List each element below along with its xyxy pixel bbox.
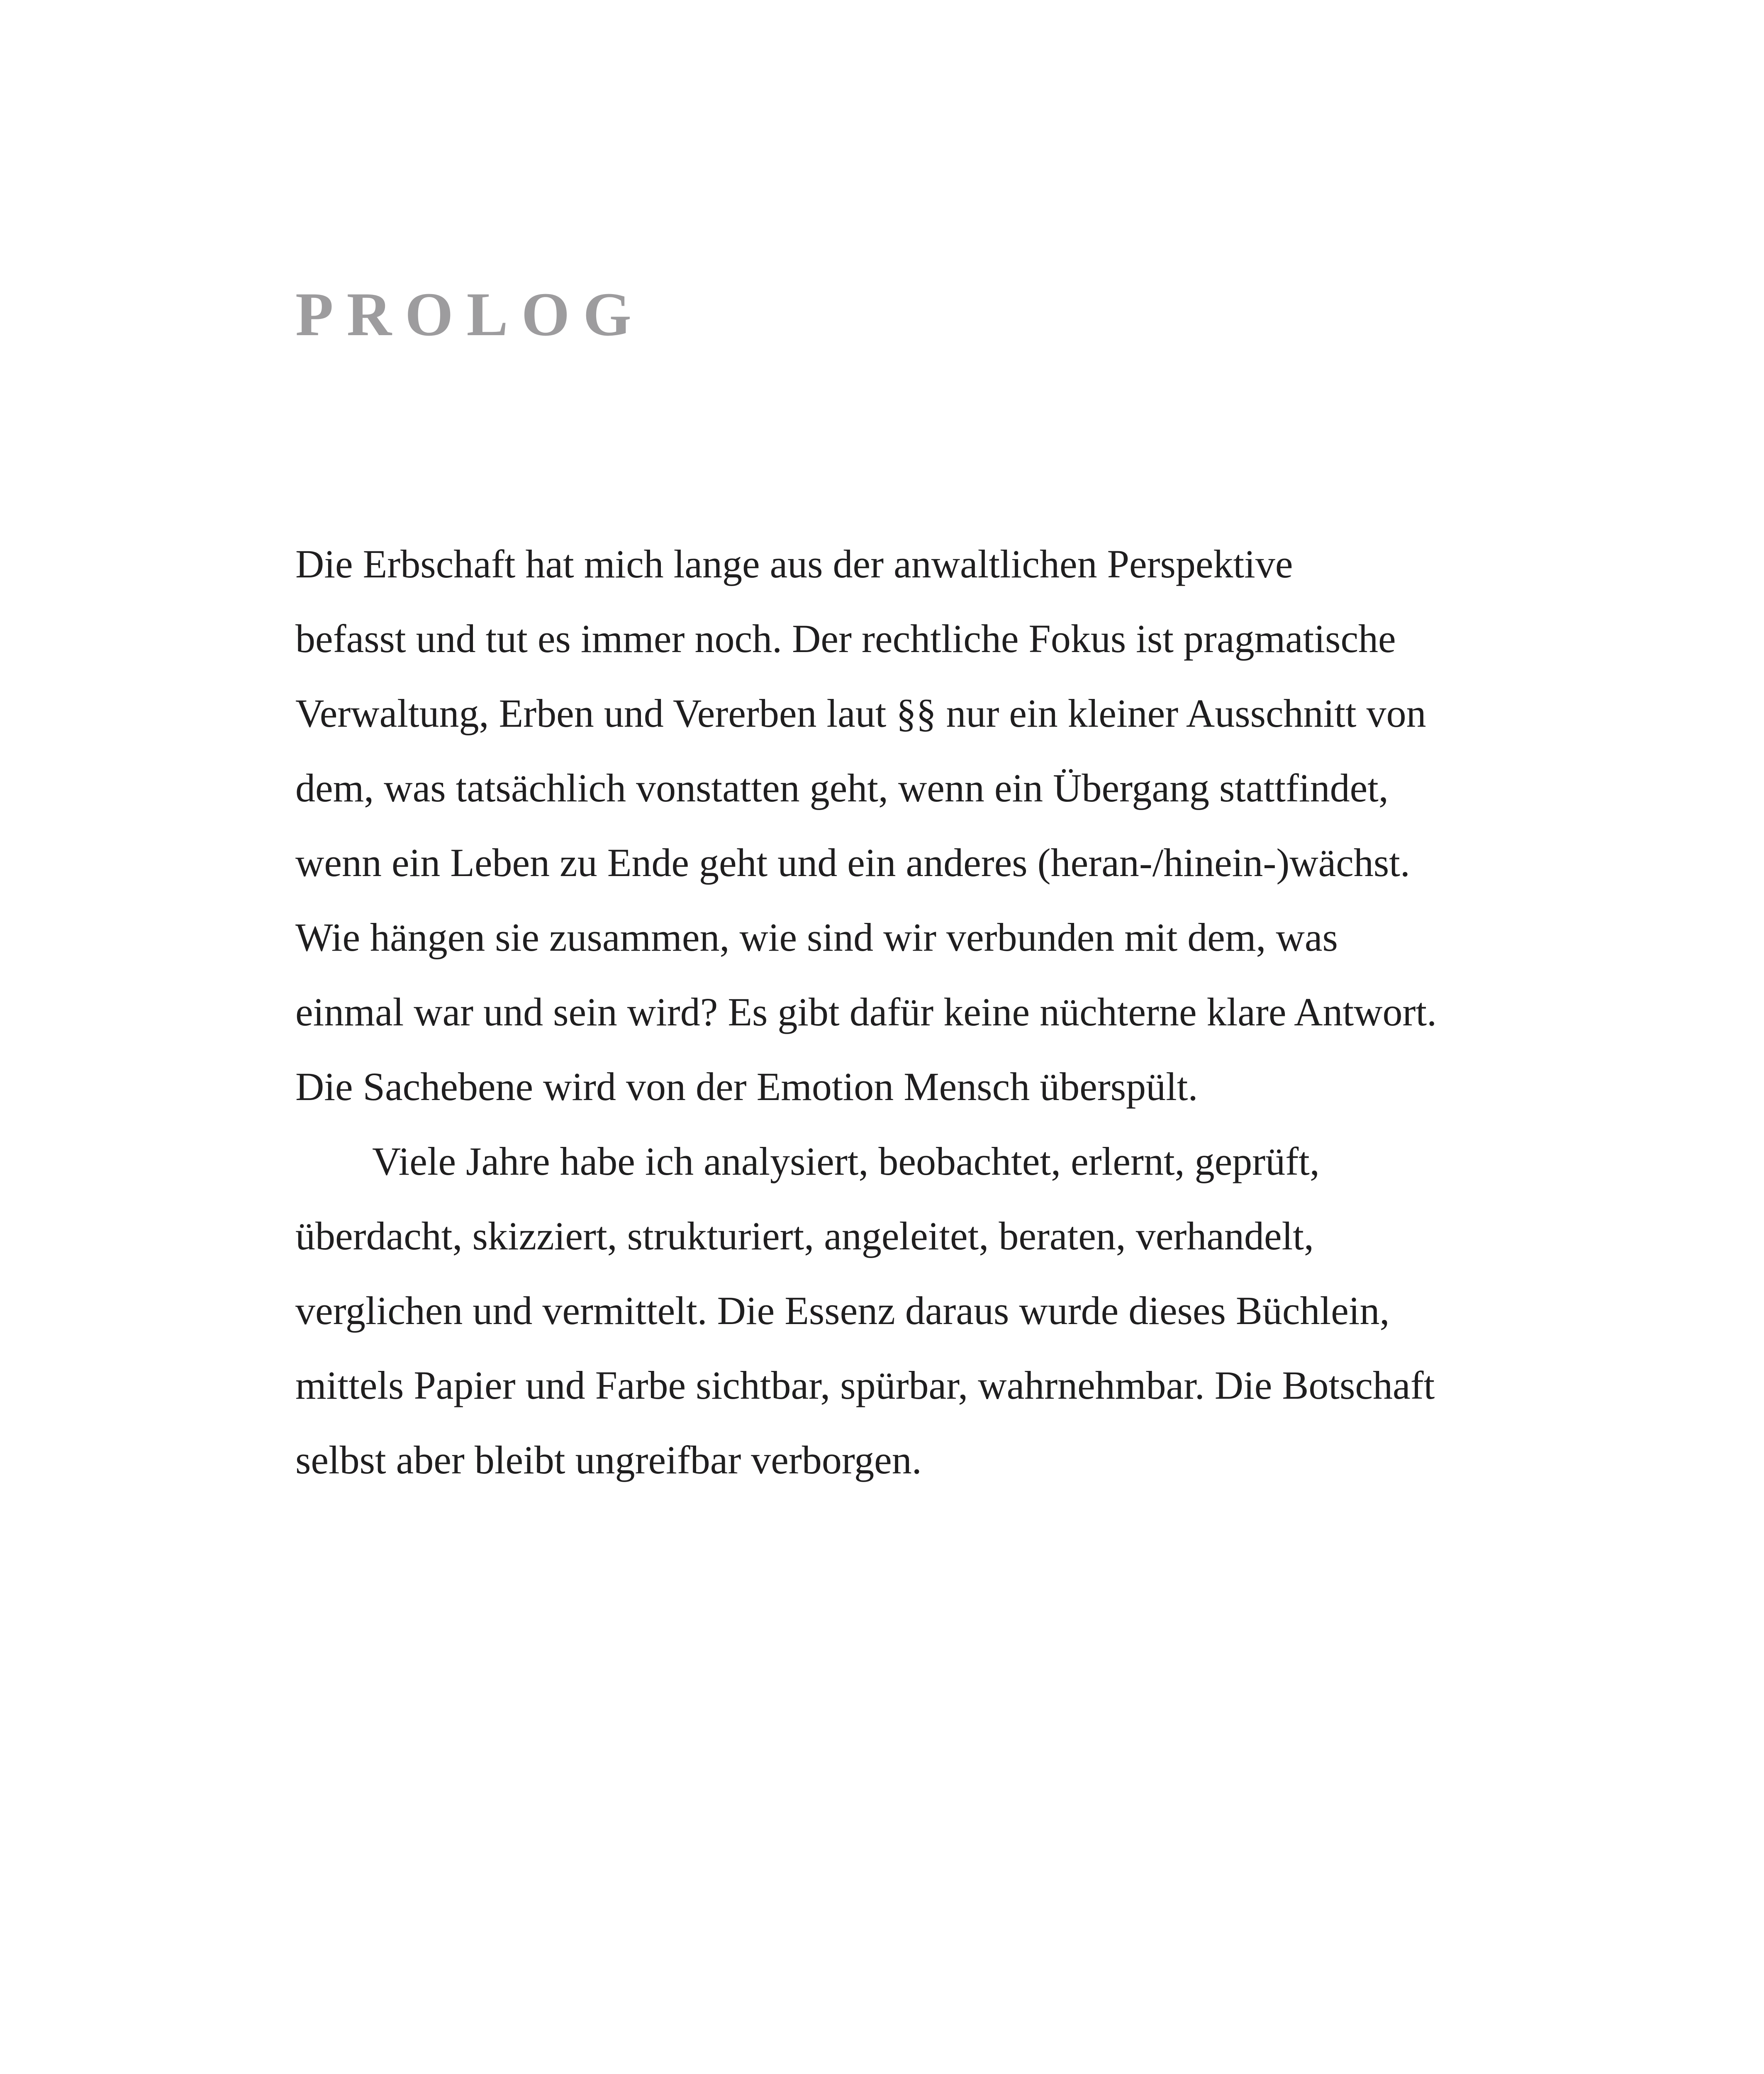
- text-line: selbst aber bleibt ungreifbar verborgen.: [295, 1438, 922, 1482]
- prolog-text: [295, 527, 1498, 1497]
- text-line: dem, was tatsächlich vonstatten geht, wenn ein Übergang stattfindet,: [295, 766, 1389, 810]
- text-line: mittels Papier und Farbe sichtbar, spürbar, wahrnehmbar. Die Botschaft: [295, 1363, 1435, 1407]
- chapter-heading: PROLOG: [295, 280, 645, 349]
- text-line: befasst und tut es immer noch. Der rechtliche Fokus ist pragmatische: [295, 616, 1396, 661]
- text-line: überdacht, skizziert, strukturiert, angeleitet, beraten, verhandelt,: [295, 1214, 1314, 1258]
- paragraph-2: [295, 1124, 1498, 1497]
- text-line: Verwaltung, Erben und Vererben laut §§ nur ein kleiner Ausschnitt von: [295, 691, 1426, 735]
- text-line: einmal war und sein wird? Es gibt dafür keine nüchterne klare Antwort.: [295, 990, 1437, 1034]
- paragraph-1: [295, 527, 1498, 1124]
- text-line: Wie hängen sie zusammen, wie sind wir verbunden mit dem, was: [295, 915, 1338, 959]
- text-line: Viele Jahre habe ich analysiert, beobachtet, erlernt, geprüft,: [372, 1139, 1320, 1183]
- text-line: wenn ein Leben zu Ende geht und ein anderes (heran-/hinein-)wächst.: [295, 840, 1410, 885]
- text-line: Die Erbschaft hat mich lange aus der anwaltlichen Perspektive: [295, 542, 1293, 586]
- text-line: verglichen und vermittelt. Die Essenz daraus wurde dieses Büchlein,: [295, 1288, 1390, 1333]
- text-line: Die Sachebene wird von der Emotion Mensch überspült.: [295, 1064, 1198, 1109]
